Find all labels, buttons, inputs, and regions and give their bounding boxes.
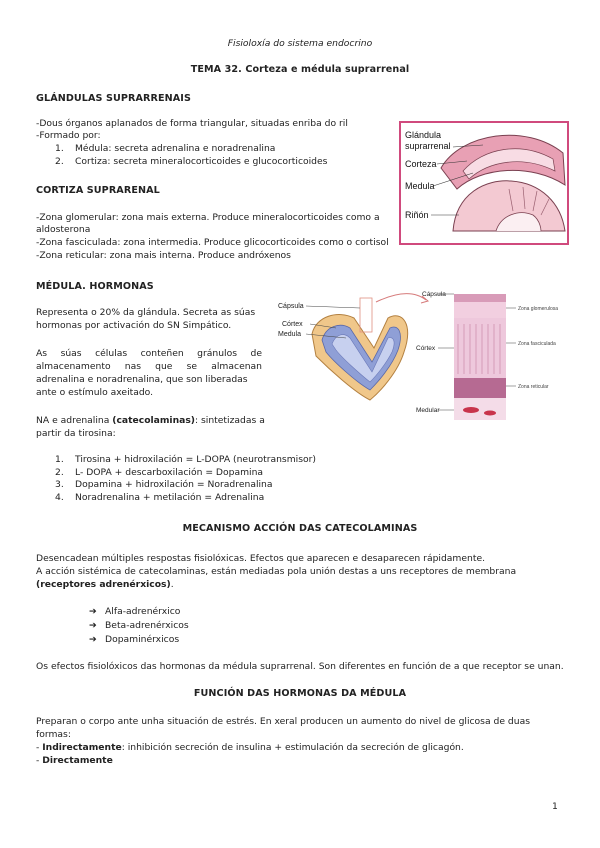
medula-p2-line: ante o estímulo axeitado. [36, 387, 154, 398]
fig2-zone-label: Zona glomerulosa [518, 306, 559, 312]
funcion-direct: - Directamente [36, 755, 113, 766]
medula-p3-line: NA e adrenalina (catecolaminas): sintetizadas a [36, 415, 265, 426]
arrow-icon: ➔ [89, 620, 97, 631]
section-heading-funcion: FUNCIÓN DAS HORMONAS DA MÉDULA [193, 688, 407, 699]
glandulas-line-1: -Dous órganos aplanados de forma triangular, situadas enriba do ril [36, 118, 348, 129]
receptor-list [89, 605, 189, 647]
fig2-left-label: Medula [278, 331, 301, 338]
list-item: ➔ Alfa-adrenérxico [89, 606, 181, 617]
arrow-icon: ➔ [89, 606, 97, 617]
page-number: 1 [552, 801, 558, 812]
fig1-label: Corteza [405, 159, 437, 169]
funcion-line-2: formas: [36, 729, 71, 740]
fig1-label: Medula [405, 181, 435, 191]
mecanismo-line-3: (receptores adrenérxicos). [36, 579, 174, 590]
medula-p1-line: Representa o 20% da glándula. Secreta as súas [36, 307, 256, 318]
fig1-label: suprarrenal [405, 141, 451, 151]
glandulas-list [55, 143, 327, 168]
funcion-line-1: Preparan o corpo ante unha situación de estrés. En xeral producen un aumento do nivel de glicosa de duas [36, 716, 530, 727]
fig2-zone-label: Zona reticular [518, 384, 549, 390]
list-item: 1. Tirosina + hidroxilación = L-DOPA (neurotransmisor) [55, 454, 316, 465]
fig2-cortex-label: Córtex [416, 345, 436, 352]
list-item: 2. Cortiza: secreta mineralocorticoides e glucocorticoides [55, 155, 328, 167]
medula-p2-line: almacenamento nas que se almacenan [36, 361, 262, 372]
list-item: ➔ Beta-adrenérxicos [89, 620, 189, 631]
cortiza-zone-1: -Zona glomerular: zona mais externa. Produce mineralocorticoides como a [36, 212, 380, 223]
section-heading-cortiza: CORTIZA SUPRARENAL [36, 185, 160, 196]
cortiza-zone-2: -Zona fasciculada: zona intermedia. Produce glicocorticoides como o cortisol [36, 237, 389, 248]
list-item: 3. Dopamina + hidroxilación = Noradrenalina [55, 479, 273, 490]
fig2-medulla-label: Medular [416, 407, 440, 414]
section-heading-glandulas: GLÁNDULAS SUPRARRENAIS [36, 93, 191, 104]
medula-p1-line: hormonas por activación do SN Simpático. [36, 320, 232, 331]
list-item: 2. L- DOPA + descarboxilación = Dopamina [55, 466, 264, 478]
list-item: ➔ Dopaminérxicos [89, 634, 180, 645]
page-header: Fisioloxía do sistema endocrino [227, 38, 373, 49]
adrenal-histology-illustration [276, 288, 566, 424]
glandulas-line-2: -Formado por: [36, 130, 101, 141]
mecanismo-line-1: Desencadean múltiples respostas fisiolóxicas. Efectos que aparecen e desaparecen rápidamente. [36, 553, 486, 564]
adrenal-kidney-figure [399, 121, 569, 245]
medula-p2-line: adrenalina e noradrenalina, que son liberadas [36, 374, 248, 385]
adrenal-histology-figure [276, 288, 566, 424]
fig2-left-label: Córtex [282, 321, 303, 328]
fig1-label: Riñón [405, 210, 429, 220]
fig2-zone-label: Zona fasciculada [518, 341, 556, 347]
adrenal-kidney-illustration [401, 123, 567, 243]
mecanismo-line-2: A acción sistémica de catecolaminas, están mediadas pola unión destas a uns receptores de membrana [36, 566, 517, 577]
mecanismo-line-4: Os efectos fisiolóxicos das hormonas da médula suprarrenal. Son diferentes en función de a que receptor se unan. [36, 661, 564, 672]
funcion-indirect: - Indirectamente: inhibición secreción de insulina + estimulación da secreción de glicagón. [36, 742, 464, 753]
list-item: 1. Médula: secreta adrenalina e noradrenalina [55, 143, 276, 154]
medula-p3-line-2: partir da tirosina: [36, 428, 116, 439]
medula-p2-line: As súas células conteñen gránulos de [36, 348, 262, 359]
cortiza-zone-3: -Zona reticular: zona mais interna. Produce andróxenos [36, 250, 291, 261]
section-heading-medula: MÉDULA. HORMONAS [36, 281, 154, 292]
section-heading-mecanismo: MECANISMO ACCIÓN DAS CATECOLAMINAS [182, 523, 418, 534]
page-title: TEMA 32. Corteza e médula suprarrenal [190, 64, 410, 75]
cortiza-zone-1b: aldosterona [36, 224, 91, 235]
fig2-left-label: Cápsula [278, 303, 304, 310]
arrow-icon: ➔ [89, 634, 97, 645]
fig2-capsule-label: Cápsula [422, 291, 446, 298]
fig1-label: Glándula [405, 130, 442, 140]
list-item: 4. Noradrenalina + metilación = Adrenalina [55, 491, 265, 503]
catecolamine-synthesis-steps [55, 454, 316, 504]
